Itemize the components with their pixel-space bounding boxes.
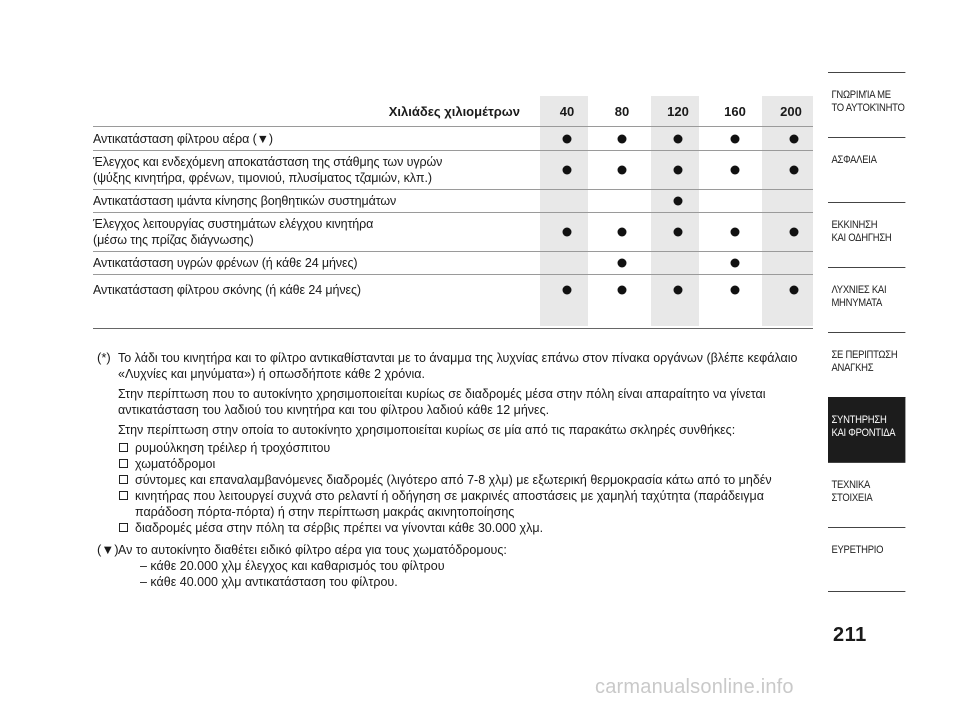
checkbox-icon xyxy=(119,523,128,532)
row-label-line: (μέσω της πρίζας διάγνωσης) xyxy=(93,233,254,247)
chapter-tab-label: ΛΥΧΝΙΕΣ ΚΑΙ xyxy=(831,284,887,296)
maintenance-table xyxy=(93,96,813,297)
chapter-tab-label: ΚΑΙ ΦΡΟΝΤΙΔΑ xyxy=(831,427,896,439)
list-item xyxy=(118,520,809,536)
service-dot xyxy=(790,228,799,237)
service-dot xyxy=(674,134,683,143)
chapter-tab-label: ΤΕΧΝΙΚΑ xyxy=(831,479,871,491)
list-item xyxy=(118,472,809,488)
page-number: 211 xyxy=(833,624,867,646)
city-line-2: αντικατάσταση του λαδιού του κινητήρα και του φίλτρου λαδιού κάθε 12 μήνες. xyxy=(118,403,550,417)
table-row xyxy=(93,126,813,150)
star-line-1: Το λάδι του κινητήρα και το φίλτρο αντικαθίστανται με το άναμμα της λυχνίας επάνω στον πίνακα οργάνων (βλέπε κεφάλαιο xyxy=(118,351,798,365)
chapter-tab-label: ΣΥΝΤΗΡΗΣΗ xyxy=(831,414,887,426)
service-dot xyxy=(731,228,740,237)
triangle-line: Αν το αυτοκίνητο διαθέτει ειδικό φίλτρο αέρα για τους χωματόδρομους: xyxy=(118,543,507,557)
chapter-tab-label: ΜΗΝΥΜΑΤΑ xyxy=(831,297,883,309)
service-dot xyxy=(618,259,627,268)
chapter-tab[interactable] xyxy=(828,462,905,527)
service-dot xyxy=(618,166,627,175)
list-item-text xyxy=(135,456,215,472)
chapter-tab-label: ΣΕ ΠΕΡΙΠΤΩΣΗ xyxy=(831,349,898,361)
city-paragraph xyxy=(118,386,809,418)
row-label-line: Αντικατάσταση υγρών φρένων (ή κάθε 24 μήνες) xyxy=(93,256,358,270)
service-dot xyxy=(674,286,683,295)
km-col-200: 200 xyxy=(780,104,802,119)
chapter-tab-label: ΕΚΚΙΝΗΣΗ xyxy=(831,219,878,231)
service-dot xyxy=(674,197,683,206)
list-item-line: κινητήρας που λειτουργεί συχνά στο ρελαντί ή οδήγηση σε μακρινές αποστάσεις με χαμηλή ταχύτητα (παράδειγμα xyxy=(135,489,764,503)
chapter-tab-label: ΓΝΩΡΙΜΊΑ ΜΕ xyxy=(831,89,891,101)
chapter-tab-label: ΣΤΟΙΧΕΙΑ xyxy=(831,492,873,504)
list-item-text xyxy=(135,440,330,456)
chapter-tab[interactable] xyxy=(828,332,905,397)
city-line-1: Στην περίπτωση που το αυτοκίνητο χρησιμοποιείται κυρίως σε διαδρομές μέσα στην πόλη είναι απαραίτητο να γίνεται xyxy=(118,387,766,401)
table-row xyxy=(93,189,813,212)
row-label-line: Έλεγχος λειτουργίας συστημάτων ελέγχου κινητήρα xyxy=(93,217,374,231)
row-label xyxy=(93,193,533,209)
chapter-tab-label: ΑΝΑΓΚΗΣ xyxy=(831,362,874,374)
service-dot xyxy=(618,228,627,237)
list-item-line: διαδρομές μέσα στην πόλη τα σέρβις πρέπει να γίνονται κάθε 30.000 χλμ. xyxy=(135,521,544,535)
harsh-intro: Στην περίπτωση στην οποία το αυτοκίνητο χρησιμοποιείται κυρίως σε μία από τις παρακάτω σκληρές συνθήκες: xyxy=(118,423,736,437)
row-label-line: Αντικατάσταση φίλτρου σκόνης (ή κάθε 24 μήνες) xyxy=(93,283,361,297)
row-label-line: (ψύξης κινητήρα, φρένων, τιμονιού, πλυσίματος τζαμιών, κλπ.) xyxy=(93,171,432,185)
checkbox-icon xyxy=(119,475,128,484)
km-header-label: Χιλιάδες χιλιομέτρων xyxy=(388,104,520,119)
table-row xyxy=(93,251,813,274)
chapter-tabs xyxy=(828,72,918,592)
list-item-line: χωματόδρομοι xyxy=(135,457,216,471)
star-mark: (*) xyxy=(97,350,111,365)
service-dot xyxy=(563,134,572,143)
km-col-160: 160 xyxy=(724,104,746,119)
km-col-40: 40 xyxy=(559,104,575,119)
list-item xyxy=(118,456,809,472)
note-triangle xyxy=(97,542,809,590)
row-label xyxy=(93,216,533,248)
service-dot xyxy=(674,166,683,175)
row-label-line: Αντικατάσταση ιμάντα κίνησης βοηθητικών συστημάτων xyxy=(93,194,397,208)
list-item-text xyxy=(135,488,764,520)
service-dot xyxy=(790,166,799,175)
chapter-tab[interactable] xyxy=(828,137,905,202)
checkbox-icon xyxy=(119,459,128,468)
table-row xyxy=(93,150,813,189)
table-row xyxy=(93,212,813,251)
note-star xyxy=(97,350,809,386)
list-item-line: ρυμούλκηση τρέιλερ ή τροχόσπιτου xyxy=(135,441,331,455)
row-label xyxy=(93,255,533,271)
table-row xyxy=(93,274,813,305)
watermark: carmanualsonline.info xyxy=(595,676,794,698)
service-dot xyxy=(731,166,740,175)
chapter-tab[interactable] xyxy=(828,527,905,592)
km-col-80: 80 xyxy=(614,104,630,119)
row-label xyxy=(93,154,533,186)
service-dot xyxy=(618,134,627,143)
service-dot xyxy=(563,286,572,295)
triangle-mark: (▼) xyxy=(97,542,119,557)
service-dot xyxy=(618,286,627,295)
star-line-2: «Λυχνίες και μηνύματα») ή οπωσδήποτε κάθε 2 χρόνια. xyxy=(118,367,425,381)
chapter-tab-label: ΑΣΦΑΛΕΙΑ xyxy=(831,154,877,166)
chapter-tab-label: ΤΟ ΑΥΤΟΚΊΝΗΤΟ xyxy=(831,102,905,114)
chapter-tab-label: ΕΥΡΕΤΗΡΙΟ xyxy=(831,544,884,556)
list-item-line: σύντομες και επαναλαμβανόμενες διαδρομές (λιγότερο από 7-8 χλμ) με εξωτερική θερμοκρασία κάτω από το μηδέν xyxy=(135,473,772,487)
service-dot xyxy=(674,228,683,237)
list-item xyxy=(118,440,809,456)
service-dot xyxy=(563,228,572,237)
chapter-tab[interactable] xyxy=(828,267,905,332)
dash-line-2: – κάθε 40.000 χλμ αντικατάσταση του φίλτρου. xyxy=(140,575,398,589)
dash-line-1: – κάθε 20.000 χλμ έλεγχος και καθαρισμός του φίλτρου xyxy=(140,559,445,573)
service-dot xyxy=(731,286,740,295)
harsh-conditions-list xyxy=(118,440,809,536)
service-dot xyxy=(731,259,740,268)
row-label-line: Αντικατάσταση φίλτρου αέρα (▼) xyxy=(93,131,273,146)
checkbox-icon xyxy=(119,491,128,500)
chapter-tab[interactable] xyxy=(828,72,905,137)
table-bottom-rule xyxy=(93,328,813,329)
service-dot xyxy=(731,134,740,143)
table-rows xyxy=(93,126,813,305)
row-label-line: Έλεγχος και ενδεχόμενη αποκατάσταση της στάθμης των υγρών xyxy=(93,155,443,169)
service-dot xyxy=(563,166,572,175)
list-item-text xyxy=(135,472,772,488)
row-label xyxy=(93,282,533,298)
service-dot xyxy=(790,134,799,143)
list-item xyxy=(118,488,809,520)
checkbox-icon xyxy=(119,443,128,452)
chapter-tab[interactable] xyxy=(828,202,905,267)
chapter-tab[interactable] xyxy=(828,397,905,462)
service-dot xyxy=(790,286,799,295)
list-item-text xyxy=(135,520,543,536)
km-col-120: 120 xyxy=(667,104,689,119)
row-label xyxy=(93,131,533,147)
footnotes xyxy=(97,350,809,590)
chapter-tab-label: ΚΑΙ ΟΔΗΓΗΣΗ xyxy=(831,232,892,244)
table-header xyxy=(93,96,813,126)
list-item-line: παράδοση πόρτα-πόρτα) ή στην περίπτωση μακράς ακινητοποίησης xyxy=(135,505,515,519)
